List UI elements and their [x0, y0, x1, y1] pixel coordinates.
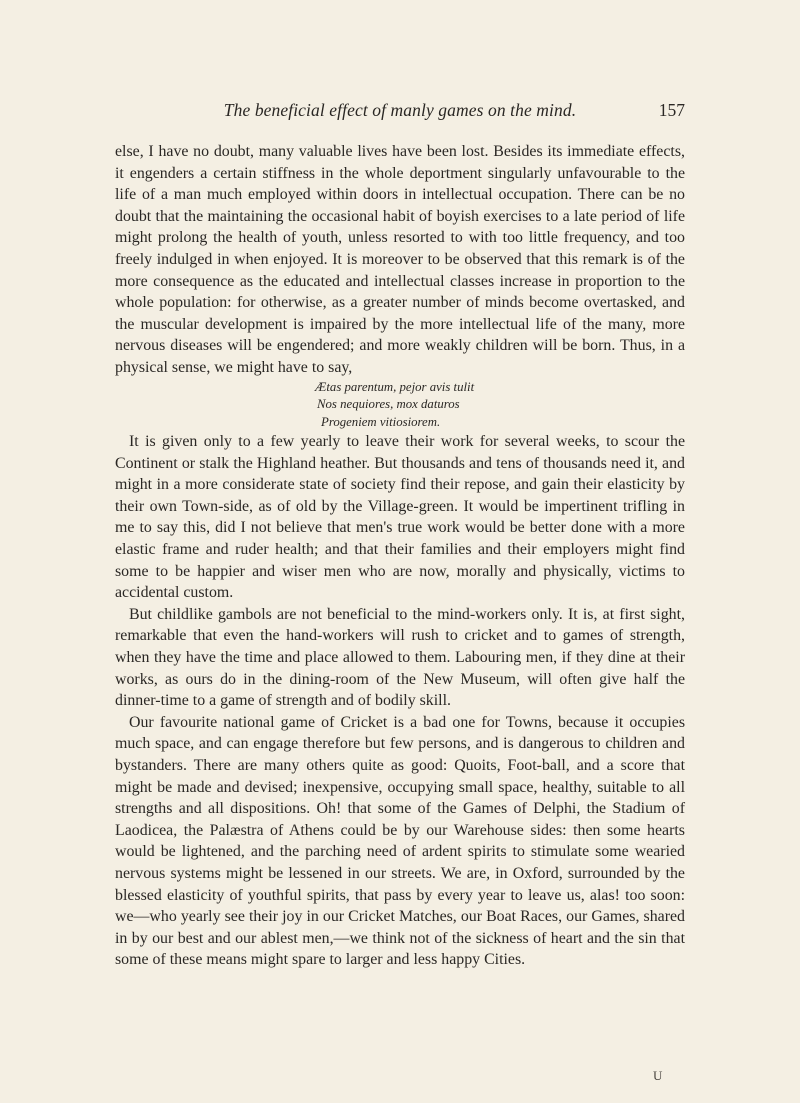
- verse-line-2: Nos nequiores, mox daturos: [317, 397, 460, 412]
- paragraph-1: else, I have no doubt, many valuable lives have been lost. Besides its immediate effects, it engenders a certain stiffness in the whole deportment singularly unfavourable to the life of a man much employed within doors in intellectual occupation. There can be no doubt that the maintaining the occasional habit of boyish exercises to a late period of life might prolong the health of youth, unless resorted to with too little frequency, and too freely indulged in when enjoyed. It is moreover to be observed that this remark is of the more consequence as the educated and intellectual classes increase in proportion to the whole population: for otherwise, as a greater number of minds become overtasked, and the muscular development is impaired by the more intellectual life of the many, more nervous diseases will be engendered; and more weakly children will be born. Thus, in a physical sense, we might have to say,: [115, 143, 685, 376]
- verse-line-1: Ætas parentum, pejor avis tulit: [315, 379, 475, 394]
- latin-verse-quotation: [315, 379, 685, 432]
- paragraph-4: Our favourite national game of Cricket is a bad one for Towns, because it occupies much space, and can engage therefore but few persons, and is dangerous to children and bystanders. There are many others quite as good: Quoits, Foot-ball, and a score that might be made and devised; inexpensive, occupying small space, healthy, suitable to all strengths and all dispositions. Oh! that some of the Games of Delphi, the Stadium of Laodicea, the Palæstra of Athens could be by our Warehouse sides: then some hearts would be lightened, and the parching need of ardent spirits to stimulate some wearied nervous systems might be lessened in our streets. We are, in Oxford, surrounded by the blessed elasticity of youthful spirits, that pass by every year to leave us, alas! too soon: we—who yearly see their joy in our Cricket Matches, our Boat Races, our Games, shared in by our best and our ablest men,—we think not of the sickness of heart and the sin that some of these means might spare to larger and less happy Cities.: [115, 713, 685, 969]
- paragraph-3: But childlike gambols are not beneficial to the mind-workers only. It is, at first sight, remarkable that even the hand-workers will rush to cricket and to games of strength, when they have the time and place allowed to them. Labouring men, if they dine at their works, as ours do in the dining-room of the New Museum, will often give half the dinner-time to a game of strength and of bodily skill.: [115, 605, 685, 710]
- page-header: [115, 100, 685, 122]
- paragraph-2: It is given only to a few yearly to leave their work for several weeks, to scour the Continent or stalk the Highland heather. But thousands and tens of thousands need it, and might in a more considerate state of society find their repose, and gain their elasticity by their own Town-side, as of old by the Village-green. It would be impertinent trifling in me to say this, did I not believe that men's true work would be better done with a more elastic frame and ruder health; and that their families and their employers might find some to be happier and wiser men who are now, morally and physically, victims to accidental custom.: [115, 433, 685, 602]
- running-title: The beneficial effect of manly games on the mind.: [223, 100, 577, 120]
- verse-line-3: Progeniem vitiosiorem.: [321, 414, 441, 429]
- body-text: [115, 141, 685, 971]
- printer-signature-mark: U: [653, 1068, 663, 1083]
- page-number: 157: [658, 100, 685, 120]
